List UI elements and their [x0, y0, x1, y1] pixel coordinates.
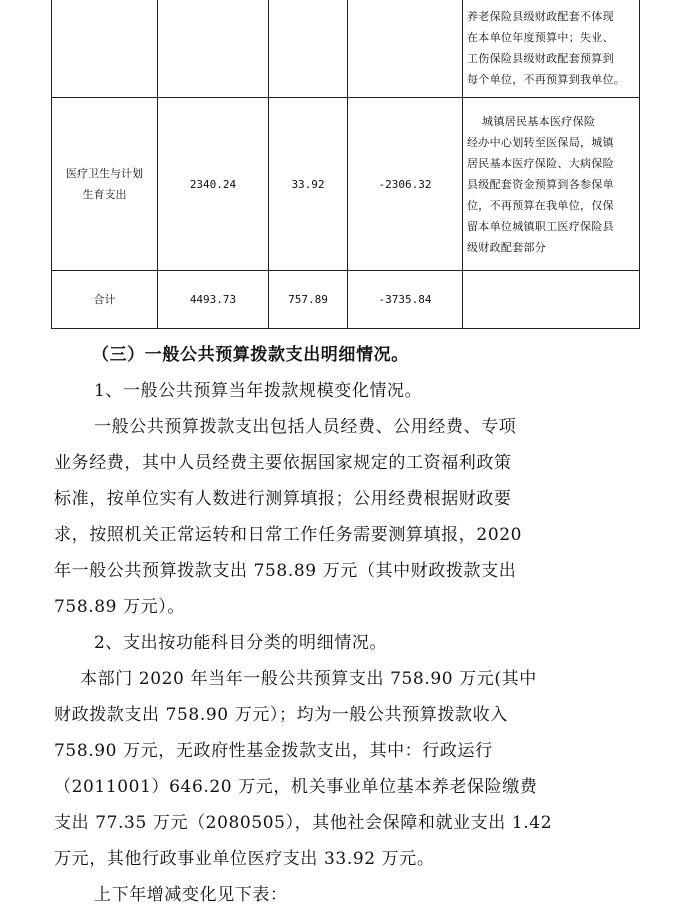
change-cell: [348, 0, 463, 98]
paragraph-line: 一般公共预算拨款支出包括人员经费、公用经费、专项: [94, 417, 517, 437]
change-cell: -2306.32: [348, 98, 463, 271]
budget-change-table: [51, 0, 640, 329]
note-line: 县级配套资金预算到各参保单: [467, 177, 614, 191]
table-row: [52, 98, 640, 271]
value-2020-cell: 33.92: [269, 98, 348, 271]
document-body: [54, 337, 644, 913]
category-line: 生育支出: [82, 188, 127, 201]
paragraph-line: 万元，其他行政事业单位医疗支出 33.92 万元。: [54, 849, 435, 869]
note-line: 经办中心划转至医保局，城镇: [467, 135, 614, 149]
note-line: 居民基本医疗保险、大病保险: [467, 156, 614, 170]
category-cell: 合计: [52, 271, 158, 329]
note-cell: [463, 271, 640, 329]
paragraph-line: 标准，按单位实有人数进行测算填报；公用经费根据财政要: [54, 489, 512, 509]
note-line: 位，不再预算在我单位，仅保: [467, 198, 614, 212]
value-2019-cell: 4493.73: [158, 271, 269, 329]
change-cell: -3735.84: [348, 271, 463, 329]
value-2019-cell: 2340.24: [158, 98, 269, 271]
note-line: 每个单位，不再预算到我单位。: [467, 73, 626, 86]
table-row-total: [52, 271, 640, 329]
paragraph-line: 支出 77.35 万元（2080505），其他社会保障和就业支出 1.42: [54, 813, 553, 833]
category-cell: [52, 0, 158, 98]
note-cell: [463, 0, 640, 98]
note-line: 城镇居民基本医疗保险: [467, 114, 596, 128]
subheading-2: 2、支出按功能科目分类的明细情况。: [94, 633, 388, 653]
trailing-line: 上下年增减变化见下表：: [94, 885, 288, 905]
note-line: 养老保险县级财政配套不体现: [467, 10, 614, 23]
paragraph-1: [54, 409, 644, 625]
note-cell: [463, 98, 640, 271]
section-title: （三）一般公共预算拨款支出明细情况。: [92, 345, 409, 365]
paragraph-line: 财政拨款支出 758.90 万元）；均为一般公共预算拨款收入: [54, 705, 508, 725]
paragraph-line: 本部门 2020 年当年一般公共预算支出 758.90 万元(其中: [80, 669, 537, 689]
paragraph-line: 求，按照机关正常运转和日常工作任务需要测算填报，2020: [54, 525, 523, 545]
note-line: 在本单位年度预算中；失业、: [467, 31, 614, 44]
table-row: [52, 0, 640, 98]
paragraph-line: 业务经费，其中人员经费主要依据国家规定的工资福利政策: [54, 453, 512, 473]
note-line: 工伤保险县级财政配套预算到: [467, 52, 614, 65]
paragraph-2: [54, 661, 644, 877]
value-2019-cell: [158, 0, 269, 98]
note-line: 级财政配套部分: [467, 240, 547, 254]
category-cell: [52, 98, 158, 271]
category-line: 医疗卫生与计划: [66, 167, 143, 180]
paragraph-line: 年一般公共预算拨款支出 758.89 万元（其中财政拨款支出: [54, 561, 517, 581]
value-2020-cell: 757.89: [269, 271, 348, 329]
subheading-1: 1、一般公共预算当年拨款规模变化情况。: [94, 381, 423, 401]
paragraph-line: 758.89 万元）。: [54, 597, 185, 617]
value-2020-cell: [269, 0, 348, 98]
note-line: 留本单位城镇职工医疗保险县: [467, 219, 614, 233]
paragraph-line: （2011001）646.20 万元，机关事业单位基本养老保险缴费: [54, 777, 538, 797]
paragraph-line: 758.90 万元，无政府性基金拨款支出，其中：行政运行: [54, 741, 493, 761]
